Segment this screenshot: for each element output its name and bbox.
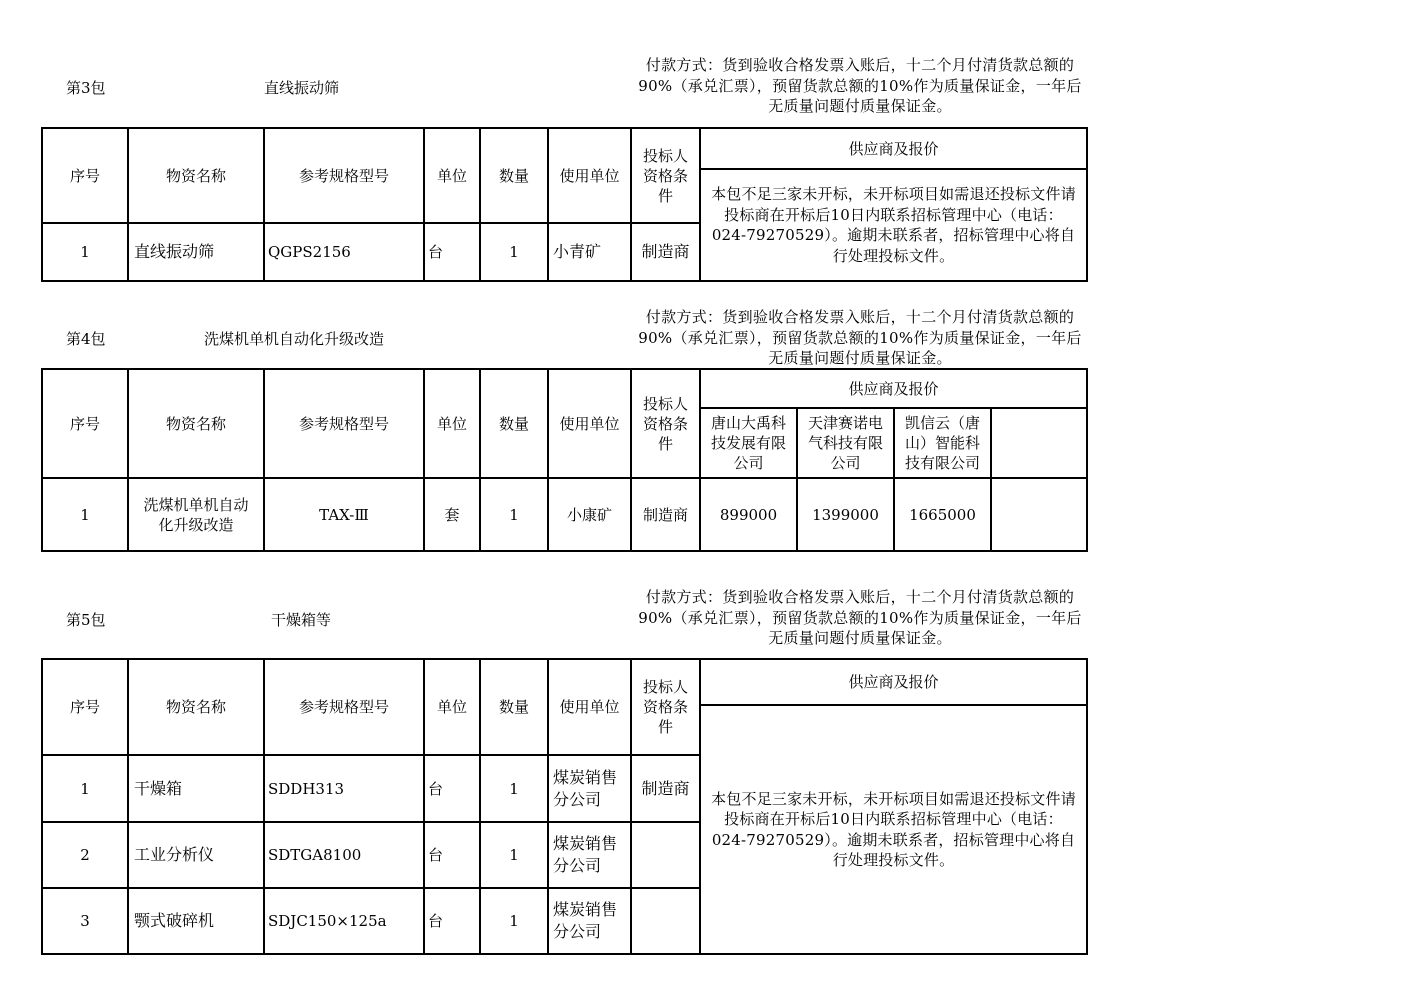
row-unit: 台 — [428, 779, 444, 798]
row-qty: 1 — [509, 846, 519, 864]
package-label: 第3包 — [66, 79, 106, 97]
package-label: 第5包 — [66, 611, 106, 629]
row-seq: 3 — [80, 912, 90, 930]
row-qty: 1 — [509, 779, 519, 798]
header-qualification: 投标人资格条件 — [642, 146, 688, 205]
row-name: 工业分析仪 — [134, 845, 215, 864]
package-label: 第4包 — [66, 330, 106, 348]
no-bid-note: 本包不足三家未开标，未开标项目如需退还投标文件请投标商在开标后10日内联系招标管理中心（电话：024-79270529）。逾期未联系者，招标管理中心将自行处理投标文件。 — [711, 185, 1076, 265]
payment-terms: 付款方式：货到验收合格发票入账后，十二个月付清货款总额的90%（承兑汇票），预留货款总额的10%作为质量保证金，一年后无质量问题付质量保证金。 — [638, 56, 1082, 115]
payment-terms: 付款方式：货到验收合格发票入账后，十二个月付清货款总额的90%（承兑汇票），预留货款总额的10%作为质量保证金，一年后无质量问题付质量保证金。 — [638, 308, 1082, 367]
row-qty: 1 — [509, 505, 519, 524]
header-supplier: 供应商及报价 — [848, 379, 939, 398]
price: 1665000 — [909, 505, 976, 524]
header-unit: 单位 — [436, 698, 467, 716]
row-seq: 2 — [80, 846, 90, 864]
header-qty: 数量 — [498, 698, 529, 716]
header-unit: 单位 — [436, 414, 467, 433]
header-spec: 参考规格型号 — [298, 698, 389, 716]
header-spec: 参考规格型号 — [298, 166, 389, 185]
header-qualification: 投标人资格条件 — [642, 678, 688, 736]
row-user: 煤炭销售分公司 — [553, 834, 618, 875]
header-qty: 数量 — [498, 166, 529, 185]
row-user: 小康矿 — [566, 505, 612, 524]
row-name: 干燥箱 — [134, 778, 183, 798]
price: 1399000 — [812, 505, 879, 524]
header-seq: 序号 — [69, 166, 100, 185]
row-unit: 台 — [428, 846, 444, 864]
row-user: 煤炭销售分公司 — [553, 767, 618, 809]
row-spec: QGPS2156 — [268, 243, 351, 261]
supplier-name: 唐山大禹科技发展有限公司 — [710, 414, 786, 472]
row-spec: SDDH313 — [268, 779, 345, 798]
row-unit: 套 — [444, 505, 460, 524]
header-name: 物资名称 — [165, 698, 226, 716]
package-title: 直线振动筛 — [264, 79, 340, 97]
row-seq: 1 — [80, 505, 90, 524]
row-name: 洗煤机单机自动化升级改造 — [143, 495, 249, 534]
row-spec: SDTGA8100 — [268, 846, 362, 864]
header-qty: 数量 — [498, 414, 529, 433]
no-bid-note: 本包不足三家未开标，未开标项目如需退还投标文件请投标商在开标后10日内联系招标管理中心（电话：024-79270529）。逾期未联系者，招标管理中心将自行处理投标文件。 — [711, 789, 1076, 869]
row-qualification — [632, 823, 699, 887]
row-user: 煤炭销售分公司 — [553, 900, 618, 941]
payment-terms: 付款方式：货到验收合格发票入账后，十二个月付清货款总额的90%（承兑汇票），预留货款总额的10%作为质量保证金，一年后无质量问题付质量保证金。 — [638, 588, 1082, 647]
row-name: 直线振动筛 — [134, 242, 215, 261]
header-unit: 单位 — [436, 166, 467, 185]
price: 899000 — [719, 505, 778, 524]
row-spec: SDJC150×125a — [268, 912, 387, 930]
row-name: 颚式破碎机 — [134, 911, 215, 930]
header-supplier: 供应商及报价 — [848, 673, 939, 691]
supplier-name: 凯信云（唐山）智能科技有限公司 — [904, 414, 980, 472]
header-user: 使用单位 — [559, 166, 620, 185]
row-spec: TAX-Ⅲ — [319, 505, 369, 524]
row-unit: 台 — [428, 912, 444, 930]
row-qualification: 制造商 — [641, 242, 690, 261]
row-qualification: 制造商 — [642, 505, 688, 524]
header-supplier: 供应商及报价 — [848, 139, 939, 158]
header-seq: 序号 — [69, 698, 100, 716]
row-qualification — [632, 889, 699, 953]
row-qty: 1 — [509, 912, 519, 930]
supplier-name: 天津赛诺电气科技有限公司 — [807, 414, 883, 472]
header-qualification: 投标人资格条件 — [642, 394, 688, 453]
row-seq: 1 — [80, 243, 90, 261]
row-seq: 1 — [80, 779, 90, 798]
row-user: 小青矿 — [553, 242, 602, 261]
header-name: 物资名称 — [165, 414, 226, 433]
header-name: 物资名称 — [165, 166, 226, 185]
row-qualification: 制造商 — [641, 778, 690, 798]
row-qty: 1 — [509, 243, 519, 261]
header-spec: 参考规格型号 — [298, 414, 389, 433]
package-title: 干燥箱等 — [271, 611, 332, 629]
package-title: 洗煤机单机自动化升级改造 — [204, 330, 385, 348]
header-user: 使用单位 — [559, 698, 620, 716]
header-seq: 序号 — [69, 414, 100, 433]
row-unit: 台 — [428, 243, 444, 261]
header-user: 使用单位 — [559, 414, 620, 433]
